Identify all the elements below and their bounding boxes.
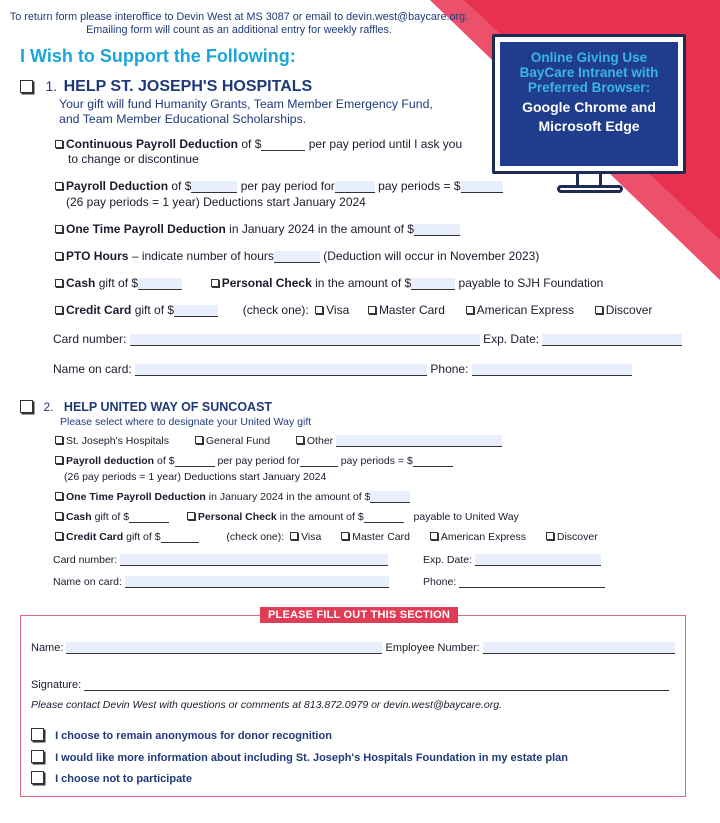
s2-name-row: [53, 576, 389, 588]
s2-card-number-field[interactable]: [120, 554, 388, 566]
section1-header: [20, 78, 312, 96]
section2-number: 2.: [43, 400, 54, 414]
s2-phone-label: Phone:: [423, 576, 457, 588]
s1-cash-text: gift of $: [98, 276, 139, 290]
promo-line-1: Online Giving Use: [530, 50, 648, 65]
s2-check-checkbox[interactable]: [187, 512, 195, 520]
s1-pto-row: [55, 249, 539, 263]
s2-onetime-text: in January 2024 in the amount of $: [208, 491, 371, 503]
s2-sjh-checkbox[interactable]: [55, 436, 63, 444]
s1-pto-text-a: – indicate number of hours: [131, 249, 274, 263]
s2-visa-label: Visa: [301, 531, 322, 543]
s2-phone-row: [423, 576, 605, 588]
s1-payroll-amount[interactable]: [191, 181, 237, 193]
s1-name-on-card-field[interactable]: [135, 364, 427, 376]
promo-line-3: Preferred Browser:: [527, 80, 651, 95]
s2-check-text-a: in the amount of $: [279, 511, 364, 523]
section1-desc-2: and Team Member Educational Scholarships.: [59, 112, 307, 126]
s2-checkone: (check one):: [226, 531, 285, 543]
s1-exp-date-label: Exp. Date:: [483, 332, 540, 346]
s2-other-checkbox[interactable]: [296, 436, 304, 444]
s1-continuous-row: [55, 137, 462, 151]
s2-exp-row: [423, 554, 601, 566]
s2-onetime-checkbox[interactable]: [55, 492, 63, 500]
s2-discover-label: Discover: [556, 531, 598, 543]
fill-option-estate: [31, 750, 568, 764]
s1-continuous-text-b: per pay period until I ask you: [308, 137, 463, 151]
fill-contact-text: Please contact Devin West with questions or comments at 813.872.0979 or devin.west@baycare.org.: [31, 699, 502, 711]
fill-name-field[interactable]: [66, 642, 382, 654]
estate-label: I would like more information about including St. Joseph's Hospitals Foundation in my estate plan: [55, 752, 569, 764]
s2-amex-checkbox[interactable]: [430, 532, 438, 540]
s1-onetime-amount[interactable]: [414, 224, 460, 236]
section1-desc-1: Your gift will fund Humanity Grants, Team Member Emergency Fund,: [59, 97, 433, 111]
s2-discover-checkbox[interactable]: [546, 532, 554, 540]
s1-mastercard-checkbox[interactable]: [368, 306, 376, 314]
s1-card-number-row: [53, 332, 682, 346]
section1-title: HELP ST. JOSEPH'S HOSPITALS: [63, 78, 313, 95]
s2-phone-field[interactable]: [459, 576, 605, 588]
fill-signature-label: Signature:: [31, 679, 82, 691]
s2-payroll-checkbox[interactable]: [55, 456, 63, 464]
s2-sjh-label: St. Joseph's Hospitals: [66, 435, 169, 447]
s1-check-label: Personal Check: [221, 276, 312, 290]
s2-check-label: Personal Check: [197, 511, 277, 523]
s1-payroll-text-a: of $: [171, 179, 192, 193]
s1-credit-row: [55, 303, 652, 317]
s1-cash-label: Cash: [66, 276, 96, 290]
s1-credit-text: gift of $: [134, 303, 175, 317]
s2-payroll-total[interactable]: [413, 455, 453, 467]
s1-continuous-text-a: of $: [241, 137, 262, 151]
s1-credit-label: Credit Card: [66, 303, 132, 317]
s2-credit-amount[interactable]: [161, 531, 199, 543]
promo-line-2: BayCare Intranet with: [519, 65, 659, 80]
s1-checkone: (check one):: [242, 303, 309, 317]
s1-pto-checkbox[interactable]: [55, 252, 63, 260]
s2-credit-row: [55, 531, 598, 543]
section1-number: 1.: [45, 78, 58, 94]
s1-continuous-amount[interactable]: [261, 139, 305, 151]
s1-discover-checkbox[interactable]: [595, 306, 603, 314]
fill-employee-number-field[interactable]: [483, 642, 675, 654]
s1-continuous-text-c: to change or discontinue: [68, 152, 199, 166]
s2-cash-label: Cash: [66, 511, 92, 523]
s1-visa-label: Visa: [326, 303, 350, 317]
s2-check-amount[interactable]: [364, 511, 404, 523]
s2-other-field[interactable]: [336, 435, 502, 447]
s1-onetime-text: in January 2024 in the amount of $: [229, 222, 414, 236]
s2-name-on-card-label: Name on card:: [53, 576, 122, 588]
s1-amex-label: American Express: [476, 303, 575, 317]
s2-cash-checkbox[interactable]: [55, 512, 63, 520]
s1-cash-amount[interactable]: [138, 278, 182, 290]
section1-checkbox[interactable]: [20, 80, 33, 93]
s2-credit-label: Credit Card: [66, 531, 124, 543]
s2-onetime-label: One Time Payroll Deduction: [66, 491, 206, 503]
s2-onetime-row: [55, 491, 410, 503]
s2-payroll-label: Payroll deduction: [66, 455, 155, 467]
s1-visa-checkbox[interactable]: [315, 306, 323, 314]
s1-phone-label: Phone:: [430, 362, 469, 376]
s1-payroll-text-b: per pay period for: [240, 179, 335, 193]
s2-amex-label: American Express: [440, 531, 527, 543]
s2-general-checkbox[interactable]: [195, 436, 203, 444]
fill-signature-row: [31, 679, 669, 691]
s1-payroll-text-c: pay periods = $: [378, 179, 461, 193]
s2-other-label: Other: [306, 435, 334, 447]
s1-phone-field[interactable]: [472, 364, 632, 376]
not-participate-checkbox[interactable]: [31, 771, 44, 784]
s2-designate-row: [55, 435, 502, 447]
return-instructions: [4, 11, 474, 37]
s1-pto-label: PTO Hours: [66, 249, 129, 263]
s1-payroll-label: Payroll Deduction: [66, 179, 169, 193]
s1-check-text-a: in the amount of $: [315, 276, 412, 290]
s1-onetime-row: [55, 222, 460, 236]
fill-out-section-label: PLEASE FILL OUT THIS SECTION: [260, 607, 458, 623]
s1-payroll-total[interactable]: [461, 181, 503, 193]
s1-onetime-checkbox[interactable]: [55, 225, 63, 233]
s2-name-on-card-field[interactable]: [125, 576, 389, 588]
s2-onetime-amount[interactable]: [370, 491, 410, 503]
s2-payroll-amount[interactable]: [175, 455, 215, 467]
s1-check-text-b: payable to SJH Foundation: [458, 276, 604, 290]
return-line-1: To return form please interoffice to Devin West at MS 3087 or email to devin.west@baycare.org.: [9, 11, 469, 23]
s2-cash-amount[interactable]: [129, 511, 169, 523]
s1-credit-checkbox[interactable]: [55, 306, 63, 314]
s2-payroll-text-c: pay periods = $: [340, 455, 413, 467]
online-giving-monitor: [492, 34, 686, 174]
monitor-base: [557, 185, 623, 193]
anonymous-checkbox[interactable]: [31, 728, 44, 741]
s1-pto-text-b: (Deduction will occur in November 2023): [323, 249, 540, 263]
s2-exp-date-label: Exp. Date:: [423, 554, 473, 566]
s2-payroll-text-b: per pay period for: [217, 455, 300, 467]
fill-option-anonymous: [31, 728, 332, 742]
s1-amex-checkbox[interactable]: [466, 306, 474, 314]
s1-pto-hours[interactable]: [274, 251, 320, 263]
fill-option-not-participate: [31, 771, 192, 785]
s2-cash-row: [55, 511, 519, 523]
s1-name-row: [53, 362, 632, 376]
s2-exp-date-field[interactable]: [475, 554, 601, 566]
section2-header: [20, 398, 272, 416]
anonymous-label: I choose to remain anonymous for donor recognition: [55, 730, 332, 742]
s1-payroll-checkbox[interactable]: [55, 182, 63, 190]
section2-title: HELP UNITED WAY OF SUNCOAST: [63, 400, 273, 414]
s1-cash-row: [55, 276, 603, 290]
s1-check-amount[interactable]: [411, 278, 455, 290]
s2-credit-text: gift of $: [126, 531, 161, 543]
fill-signature-field[interactable]: [84, 679, 669, 691]
section1-description: [59, 97, 433, 127]
section2-description: Please select where to designate your United Way gift: [60, 416, 312, 428]
promo-line-5: Microsoft Edge: [538, 118, 640, 134]
s1-cash-checkbox[interactable]: [55, 279, 63, 287]
s2-card-number-label: Card number:: [53, 554, 118, 566]
s1-payroll-note: (26 pay periods = 1 year) Deductions start January 2024: [66, 195, 366, 209]
fill-name-row: [31, 642, 675, 654]
return-line-2: Emailing form will count as an additional entry for weekly raffles.: [86, 24, 392, 36]
s1-onetime-label: One Time Payroll Deduction: [66, 222, 226, 236]
s1-card-number-label: Card number:: [53, 332, 127, 346]
monitor-screen: [500, 42, 678, 166]
s1-card-number-field[interactable]: [130, 334, 480, 346]
fill-name-label: Name:: [31, 642, 64, 654]
s1-credit-amount[interactable]: [174, 305, 218, 317]
s1-exp-date-field[interactable]: [542, 334, 682, 346]
s2-mastercard-label: Master Card: [352, 531, 410, 543]
estate-checkbox[interactable]: [31, 750, 44, 763]
s2-card-number-row: [53, 554, 388, 566]
s2-mastercard-checkbox[interactable]: [341, 532, 349, 540]
page-title: I Wish to Support the Following:: [20, 46, 296, 66]
s1-payroll-periods[interactable]: [335, 181, 375, 193]
s2-payroll-note: (26 pay periods = 1 year) Deductions start January 2024: [64, 471, 327, 483]
s1-name-on-card-label: Name on card:: [53, 362, 132, 376]
s1-continuous-label: Continuous Payroll Deduction: [66, 137, 239, 151]
s1-check-checkbox[interactable]: [211, 279, 219, 287]
s1-continuous-checkbox[interactable]: [55, 140, 63, 148]
s2-credit-checkbox[interactable]: [55, 532, 63, 540]
s2-payroll-periods[interactable]: [300, 455, 338, 467]
promo-line-4: Google Chrome and: [522, 99, 656, 115]
s1-discover-label: Discover: [605, 303, 653, 317]
s2-general-label: General Fund: [205, 435, 271, 447]
s2-check-text-b: payable to United Way: [413, 511, 519, 523]
s2-visa-checkbox[interactable]: [290, 532, 298, 540]
section2-checkbox[interactable]: [20, 400, 33, 413]
s2-payroll-row: [55, 455, 453, 467]
not-participate-label: I choose not to participate: [55, 773, 192, 785]
s2-cash-text: gift of $: [94, 511, 130, 523]
fill-employee-number-label: Employee Number:: [385, 642, 480, 654]
s1-mastercard-label: Master Card: [378, 303, 445, 317]
s2-payroll-text-a: of $: [157, 455, 175, 467]
s1-payroll-row: [55, 179, 503, 193]
